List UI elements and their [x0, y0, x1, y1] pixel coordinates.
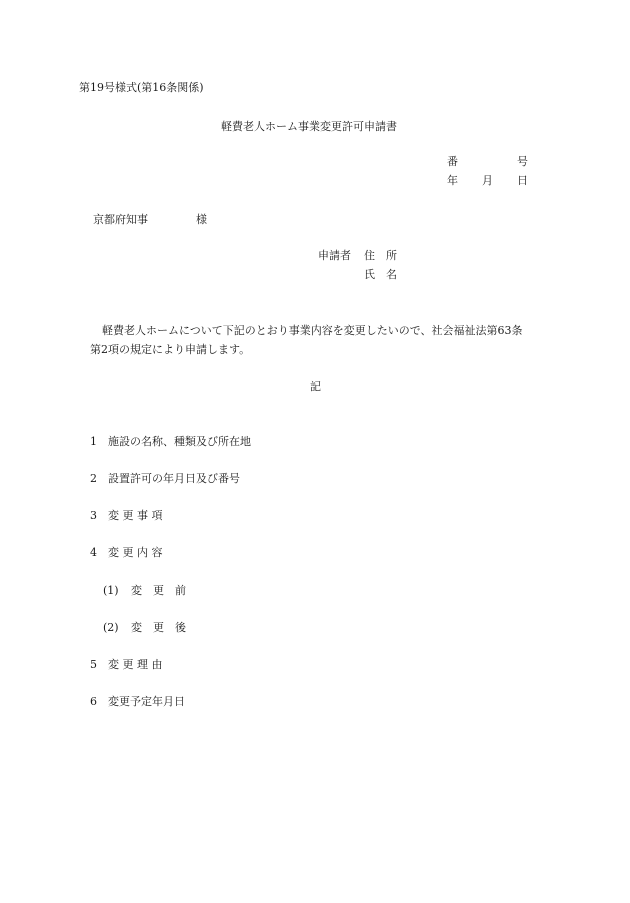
number-suffix: 号 — [517, 155, 528, 168]
list-item-number: 6 — [90, 695, 97, 708]
document-title: 軽費老人ホーム事業変更許可申請書 — [221, 120, 397, 133]
address-label: 住 所 — [364, 249, 397, 262]
day-label: 日 — [517, 174, 528, 187]
list-item-number: 3 — [90, 509, 97, 522]
name-label: 氏 名 — [364, 268, 397, 281]
body-line-2: 第2項の規定により申請します。 — [90, 343, 251, 356]
form-number: 第19号様式(第16条関係) — [79, 81, 204, 94]
list-item-text: 変 更 事 項 — [108, 509, 163, 522]
list-item-number: 2 — [90, 472, 97, 485]
number-label: 番 — [447, 155, 458, 168]
list-item-text: 変 更 後 — [131, 621, 186, 634]
list-item-number: 5 — [90, 658, 97, 671]
list-item-number: (2) — [103, 621, 119, 634]
list-item-text: 施設の名称、種類及び所在地 — [108, 435, 251, 448]
addressee-name: 京都府知事 — [93, 213, 148, 226]
applicant-label: 申請者 — [318, 249, 351, 262]
body-line-1: 軽費老人ホームについて下記のとおり事業内容を変更したいので、社会福祉法第63条 — [102, 324, 523, 337]
list-item-text: 設置許可の年月日及び番号 — [108, 472, 240, 485]
list-item-number: 1 — [90, 435, 97, 448]
list-item-text: 変 更 前 — [131, 584, 186, 597]
list-item-text: 変 更 理 由 — [108, 658, 163, 671]
list-item-number: 4 — [90, 546, 97, 559]
year-label: 年 — [447, 174, 458, 187]
list-item-number: (1) — [103, 584, 119, 597]
month-label: 月 — [482, 174, 493, 187]
list-item-text: 変更予定年月日 — [108, 695, 185, 708]
addressee-honorific: 様 — [196, 213, 207, 226]
list-item-text: 変 更 内 容 — [108, 546, 163, 559]
note-heading: 記 — [310, 380, 321, 393]
